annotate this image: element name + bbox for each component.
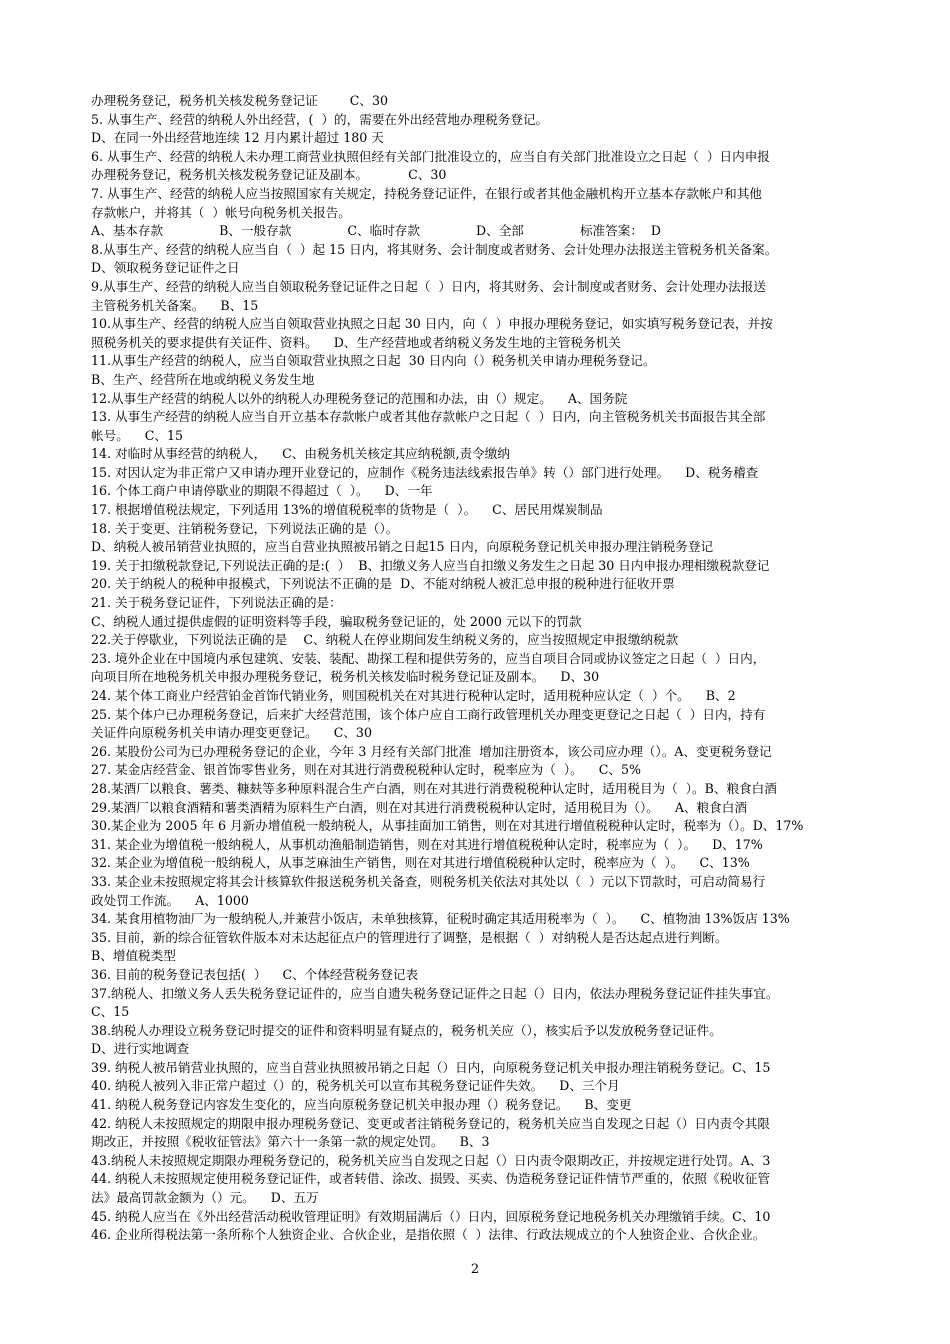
text-line: 办理税务登记，税务机关核发税务登记证及副本。 C、30 xyxy=(91,167,447,183)
text-line: 主管税务机关备案。 B、15 xyxy=(91,297,259,313)
text-line: 27. 某金店经营金、银首饰零售业务，则在对其进行消费税税种认定时，税率应为（ ）。 C、5% xyxy=(91,762,641,778)
text-line: 存款帐户，并将其（ ）帐号向税务机关报告。 xyxy=(91,204,351,220)
text-line: D、在同一外出经营地连续 12 月内累计超过 180 天 xyxy=(91,130,384,146)
text-line: 关证件向原税务机关申请办理变更登记。 C、30 xyxy=(91,725,372,741)
text-line: 6. 从事生产、经营的纳税人未办理工商营业执照但经有关部门批准设立的，应当自有关部门批准设立之日起（ ）日内申报 xyxy=(91,148,770,164)
text-line: 19. 关于扣缴税款登记,下列说法正确的是:( ） B、扣缴义务人应当自扣缴义务发生之日起 30 日内申报办理相缴税款登记 xyxy=(91,557,770,573)
text-line: 31. 某企业为增值税一般纳税人，从事机动渔船制造销售，则在对其进行增值税税种认定时，税率应为（ ）。 D、17% xyxy=(91,836,763,852)
text-line: 38.纳税人办理设立税务登记时提交的证件和资料明显有疑点的，税务机关应（），核实后予以发放税务登记证件。 xyxy=(91,1022,722,1038)
text-line: 期改正，并按照《税收征管法》第六十一条第一款的规定处罚。 B、3 xyxy=(91,1134,490,1150)
text-line: 7. 从事生产、经营的纳税人应当按照国家有关规定，持税务登记证件，在银行或者其他金融机构开立基本存款帐户和其他 xyxy=(91,185,762,201)
text-line: 8.从事生产、经营的纳税人应当自（ ）起 15 日内，将其财务、会计制度或者财务、会计处理办法报送主管税务机关备案。 xyxy=(91,241,778,257)
text-line: 35. 目前，新的综合征管软件版本对未达起征点户的管理进行了调整，是根据（ ）对纳税人是否达起点进行判断。 xyxy=(91,929,728,945)
text-line: A、基本存款 B、一般存款 C、临时存款 D、全部 标准答案： D xyxy=(91,223,662,239)
text-line: 44. 纳税人未按照规定使用税务登记证件，或者转借、涂改、损毁、买卖、伪造税务登记证件情节严重的，依照《税收征管 xyxy=(91,1171,770,1187)
text-line: B、生产、经营所在地或纳税义务发生地 xyxy=(91,371,315,387)
text-line: B、增值税类型 xyxy=(91,948,176,964)
text-line: 帐号。 C、15 xyxy=(91,427,184,443)
text-line: 24. 某个体工商业户经营铂金首饰代销业务，则国税机关在对其进行税种认定时，适用税种应认定（ ）个。 B、2 xyxy=(91,688,736,703)
text-line: 26. 某股份公司为已办理税务登记的企业，今年 3 月经有关部门批准 增加注册资本，该公司应办理（）。A、变更税务登记 xyxy=(91,743,772,759)
text-line: 21. 关于税务登记证件，下列说法正确的是： xyxy=(91,595,342,611)
text-line: 17. 根据增值税法规定，下列适用 13%的增值税税率的货物是（ ）。 C、居民用煤炭制品 xyxy=(91,502,603,518)
text-line: D、领取税务登记证件之日 xyxy=(91,260,240,276)
question-list xyxy=(91,92,861,1245)
text-line: 5. 从事生产、经营的纳税人外出经营，( ）的，需要在外出经营地办理税务登记。 xyxy=(91,111,549,127)
text-line: 25. 某个体户已办理税务登记，后来扩大经营范围，该个体户应自工商行政管理机关办理变更登记之日起（ ）日内，持有 xyxy=(91,706,766,722)
text-line: D、纳税人被吊销营业执照的，应当自营业执照被吊销之日起15 日内，向原税务登记机关申报办理注销税务登记 xyxy=(91,539,714,555)
text-line: 11.从事生产经营的纳税人，应当自领取营业执照之日起 30 日内向（）税务机关申请办理税务登记。 xyxy=(91,353,656,369)
text-line: 16. 个体工商户申请停歇业的期限不得超过（ ）。 D、一年 xyxy=(91,483,433,499)
text-line: C、15 xyxy=(91,1004,130,1020)
text-line: 照税务机关的要求提供有关证件、资料。 D、生产经营地或者纳税义务发生地的主管税务机关 xyxy=(91,334,621,350)
text-line: 36. 目前的税务登记表包括( ） C、个体经营税务登记表 xyxy=(91,966,419,982)
text-line: 9.从事生产、经营的纳税人应当自领取税务登记证件之日起（ ）日内，将其财务、会计制度或者财务、会计处理办法报送 xyxy=(91,278,766,294)
page-number: 2 xyxy=(470,1262,480,1277)
text-line: 22.关于停歇业，下列说法正确的是 C、纳税人在停业期间发生纳税义务的，应当按照规定申报缴纳税款 xyxy=(91,632,679,648)
text-line: 10.从事生产、经营的纳税人应当自领取营业执照之日起 30 日内，向（ ）申报办理税务登记，如实填写税务登记表，并按 xyxy=(91,316,773,332)
text-line: 办理税务登记，税务机关核发税务登记证 C、30 xyxy=(91,93,388,108)
text-line: 13. 从事生产经营的纳税人应当自开立基本存款帐户或者其他存款帐户之日起（ ）日内，向主管税务机关书面报告其全部 xyxy=(91,409,766,425)
text-line: 33. 某企业未按照规定将其会计核算软件报送税务机关备查，则税务机关依法对其处以（ ）元以下罚款时，可启动简易行 xyxy=(91,873,766,889)
text-line: 政处罚工作流。 A、1000 xyxy=(91,892,249,908)
text-line: 14. 对临时从事经营的纳税人， C、由税务机关核定其应纳税额,责令缴纳 xyxy=(91,446,510,462)
text-line: 12.从事生产经营的纳税人以外的纳税人办理税务登记的范围和办法，由（）规定。 A、国务院 xyxy=(91,390,628,406)
text-line: D、进行实地调查 xyxy=(91,1041,190,1057)
text-line: 向项目所在地税务机关申报办理税务登记，税务机关核发临时税务登记证及副本。 D、30 xyxy=(91,669,600,685)
text-line: 15. 对因认定为非正常户又申请办理开业登记的，应制作《税务违法线索报告单》转（）部门进行处理。 D、税务稽查 xyxy=(91,464,759,480)
text-line: 30.某企业为 2005 年 6 月新办增值税一般纳税人，从事挂面加工销售，则在对其进行增值税税种认定时，税率为（）。D、17% xyxy=(91,818,804,834)
text-line: 37.纳税人、扣缴义务人丢失税务登记证件的，应当自遗失税务登记证件之日起（）日内，依法办理税务登记证件挂失事宜。 xyxy=(91,985,779,1001)
text-line: 34. 某食用植物油厂为一般纳税人,并兼营小饭店，未单独核算，征税时确定其适用税率为（ ）。 C、植物油 13%饭店 13% xyxy=(91,911,790,927)
text-line: 32. 某企业为增值税一般纳税人，从事芝麻油生产销售，则在对其进行增值税税种认定时，税率应为（ ）。 C、13% xyxy=(91,855,750,871)
text-line: 43.纳税人未按照规定期限办理税务登记的，税务机关应当自发现之日起（）日内责令限期改正，并按规定进行处罚。A、3 xyxy=(91,1152,771,1168)
text-line: 28.某酒厂以粮食、薯类、糠麸等多种原料混合生产白酒，则在对其进行消费税税种认定时，适用税目为（ ）。B、粮食白酒 xyxy=(91,780,777,796)
text-line: 23. 境外企业在中国境内承包建筑、安装、装配、勘探工程和提供劳务的，应当自项目合同或协议签定之日起（ ）日内， xyxy=(91,650,766,666)
text-line: 46. 企业所得税法第一条所称个人独资企业、合伙企业，是指依照（ ）法律、行政法规成立的个人独资企业、合伙企业。 xyxy=(91,1227,766,1243)
text-line: 20. 关于纳税人的税种申报模式，下列说法不正确的是 D、不能对纳税人被汇总申报的税种进行征收开票 xyxy=(91,576,675,592)
text-line: 18. 关于变更、注销税务登记，下列说法正确的是（）。 xyxy=(91,520,399,536)
text-line: 40. 纳税人被列入非正常户超过（）的，税务机关可以宣布其税务登记证件失效。 D、三个月 xyxy=(91,1078,620,1094)
text-line: 45. 纳税人应当在《外出经营活动税收管理证明》有效期届满后（）日内，回原税务登记地税务机关办理缴销手续。C、10 xyxy=(91,1208,771,1224)
text-line: 29.某酒厂以粮食酒精和薯类酒精为原料生产白酒，则在对其进行消费税税种认定时，适用税目为（）。 A、粮食白酒 xyxy=(91,799,747,815)
text-line: 41. 纳税人税务登记内容发生变化的，应当向原税务登记机关申报办理（）税务登记。 B、变更 xyxy=(91,1097,632,1113)
text-line: 42. 纳税人未按照规定的期限申报办理税务登记、变更或者注销税务登记的，税务机关应当自发现之日起（）日内责令其限 xyxy=(91,1115,770,1131)
text-line: 法》最高罚款金额为（）元。 D、五万 xyxy=(91,1190,319,1206)
text-line: C、纳税人通过提供虚假的证明资料等手段，骗取税务登记证的，处 2000 元以下的罚款 xyxy=(91,613,582,629)
text-line: 39. 纳税人被吊销营业执照的，应当自营业执照被吊销之日起（）日内，向原税务登记机关申报办理注销税务登记。C、15 xyxy=(91,1059,771,1075)
